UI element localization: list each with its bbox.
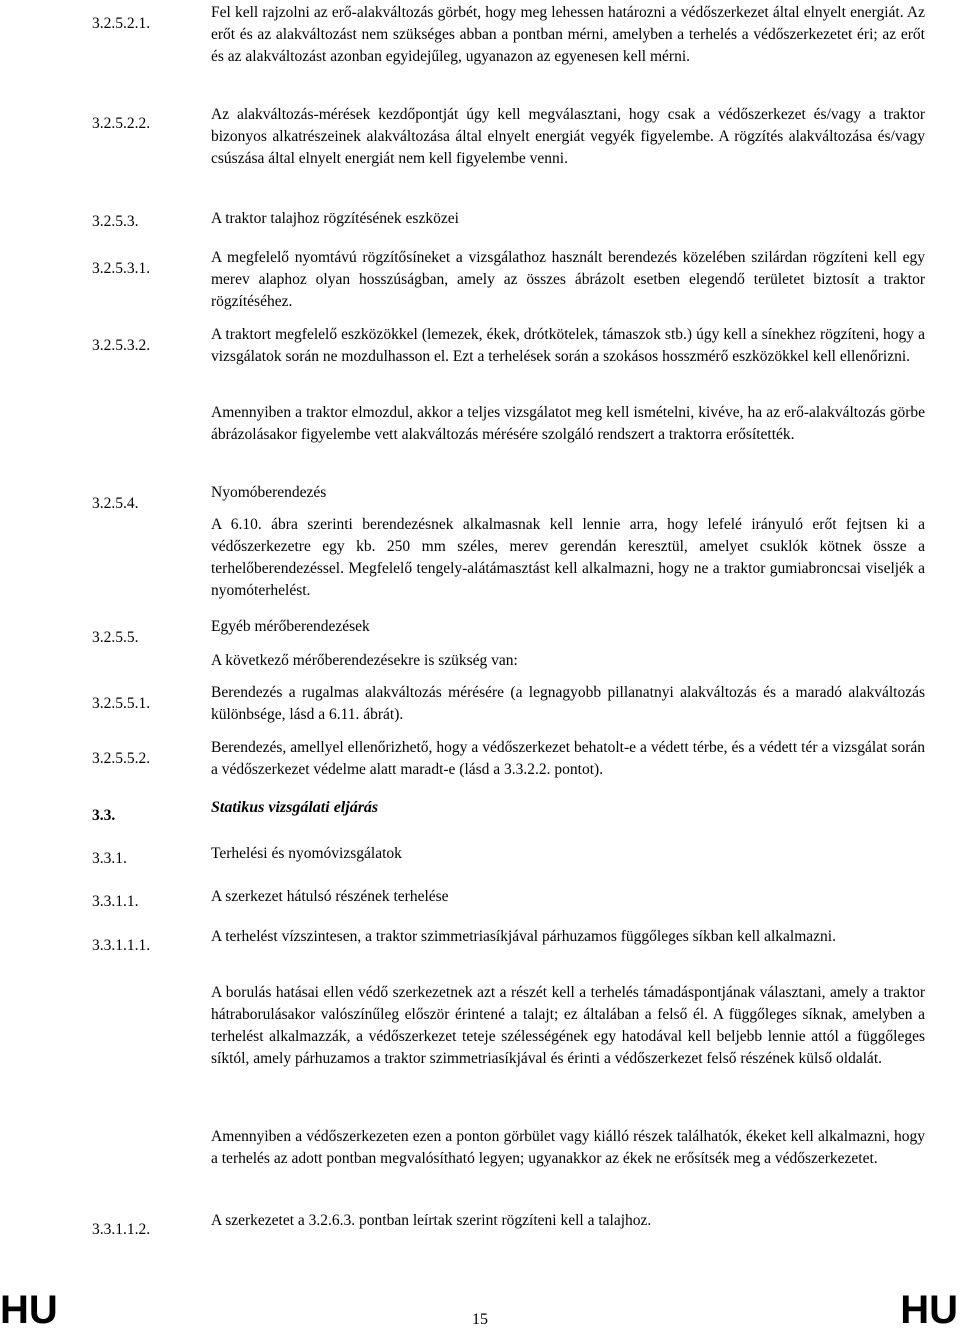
section-number: 3.2.5.2.1.: [92, 15, 151, 32]
paragraph: A borulás hatásai ellen védő szerkezetnek azt a részét kell a terhelés támadáspontjának választani, amely a traktor hátraborulásakor valószínűleg először érintené a talajt; ez általában a felső él. A függőleges síknak, amelyben a terhelést alkalmazzák, a védőszerkezet teteje szélességének egy hatodával kell beljebb lennie attól a függőleges síktól, amely párhuzamos a traktor szimmetriasíkjával és érinti a védőszerkezet felső részének külső oldalát.: [211, 984, 925, 1067]
section-heading: Statikus vizsgálati eljárás: [211, 799, 379, 816]
section-number: 3.2.5.3.2.: [92, 337, 151, 354]
footer-language-left: HU: [0, 1288, 58, 1332]
section-number: 3.2.5.3.: [92, 213, 139, 230]
section-heading: Egyéb mérőberendezések: [211, 618, 370, 635]
paragraph: Fel kell rajzolni az erő-alakváltozás görbét, hogy meg lehessen határozni a védőszerkezet által elnyelt energiát. Az erőt és az alakváltozást nem szükséges abban a pontban mérni, amelyben a terhelés a védőszerkezetet éri; az erőt és az alakváltozást azonban egyidejűleg, ugyanazon az egyenesen kell mérni.: [211, 4, 925, 65]
paragraph: Amennyiben a traktor elmozdul, akkor a teljes vizsgálatot meg kell ismételni, kivéve, ha az erő-alakváltozás görbe ábrázolásakor figyelembe vett alakváltozás mérésére szolgáló rendszert a traktorra erősítették.: [211, 404, 925, 443]
section-heading: Nyomóberendezés: [211, 484, 327, 501]
section-heading: Terhelési és nyomóvizsgálatok: [211, 845, 402, 862]
paragraph: A megfelelő nyomtávú rögzítősíneket a vizsgálathoz használt berendezés közelében szilárdan rögzíteni kell egy merev alaphoz olyan hosszúságban, amely az összes ábrázolt esetben elegendő területet biztosít a traktor rögzítéséhez.: [211, 249, 925, 310]
section-number: 3.2.5.4.: [92, 495, 139, 512]
paragraph: A szerkezetet a 3.2.6.3. pontban leírtak szerint rögzíteni kell a talajhoz.: [211, 1212, 652, 1229]
section-heading: A traktor talajhoz rögzítésének eszközei: [211, 210, 459, 227]
section-number: 3.2.5.2.2.: [92, 115, 151, 132]
footer-language-right: HU: [900, 1288, 958, 1332]
section-number: 3.2.5.5.1.: [92, 695, 151, 712]
section-number: 3.3.: [92, 807, 116, 824]
section-number: 3.3.1.1.2.: [92, 1221, 151, 1238]
paragraph: Amennyiben a védőszerkezeten ezen a ponton görbület vagy kiálló részek találhatók, ékeket kell alkalmazni, hogy a terhelés az adott pontban megvalósítható legyen; ugyanakkor az ékek ne erősítsék meg a védőszerkezetet.: [211, 1128, 925, 1167]
paragraph: Berendezés, amellyel ellenőrizhető, hogy a védőszerkezet behatolt-e a védett térbe, és a védett tér a vizsgálat során a védőszerkezet védelme alatt maradt-e (lásd a 3.3.2.2. pontot).: [211, 739, 925, 778]
section-number: 3.2.5.5.2.: [92, 750, 151, 767]
section-number: 3.2.5.5.: [92, 629, 139, 646]
paragraph: Berendezés a rugalmas alakváltozás mérésére (a legnagyobb pillanatnyi alakváltozás és a maradó alakváltozás különbsége, lásd a 6.11. ábrát).: [211, 684, 925, 723]
section-number: 3.3.1.: [92, 850, 127, 867]
section-number: 3.2.5.3.1.: [92, 260, 151, 277]
page-number: 15: [472, 1311, 488, 1328]
section-number: 3.3.1.1.: [92, 893, 139, 910]
section-heading: A szerkezet hátulsó részének terhelése: [211, 888, 449, 905]
paragraph: A traktort megfelelő eszközökkel (lemezek, ékek, drótkötelek, támaszok stb.) úgy kell a sínekhez rögzíteni, hogy a vizsgálatok során ne mozdulhasson el. Ezt a terhelések során a szokásos hosszmérő eszközökkel kell ellenőrizni.: [211, 326, 925, 365]
paragraph: Az alakváltozás-mérések kezdőpontját úgy kell megválasztani, hogy csak a védőszerkezet és/vagy a traktor bizonyos alkatrészeinek alakváltozása által elnyelt energiát vegyék figyelembe. A rögzítés alakváltozása és/vagy csúszása által elnyelt energiát nem kell figyelembe venni.: [211, 106, 925, 167]
section-number: 3.3.1.1.1.: [92, 937, 151, 954]
paragraph: A következő mérőberendezésekre is szükség van:: [211, 652, 518, 669]
paragraph: A 6.10. ábra szerinti berendezésnek alkalmasnak kell lennie arra, hogy lefelé irányuló erőt fejtsen ki a védőszerkezetre egy kb. 250 mm széles, merev gerendán keresztül, amelyet csuklók kötnek össze a terhelőberendezéssel. Megfelelő tengely-alátámasztást kell alkalmazni, hogy ne a traktor gumiabroncsai viseljék a nyomóterhelést.: [211, 516, 925, 599]
paragraph: A terhelést vízszintesen, a traktor szimmetriasíkjával párhuzamos függőleges síkban kell alkalmazni.: [211, 928, 836, 945]
